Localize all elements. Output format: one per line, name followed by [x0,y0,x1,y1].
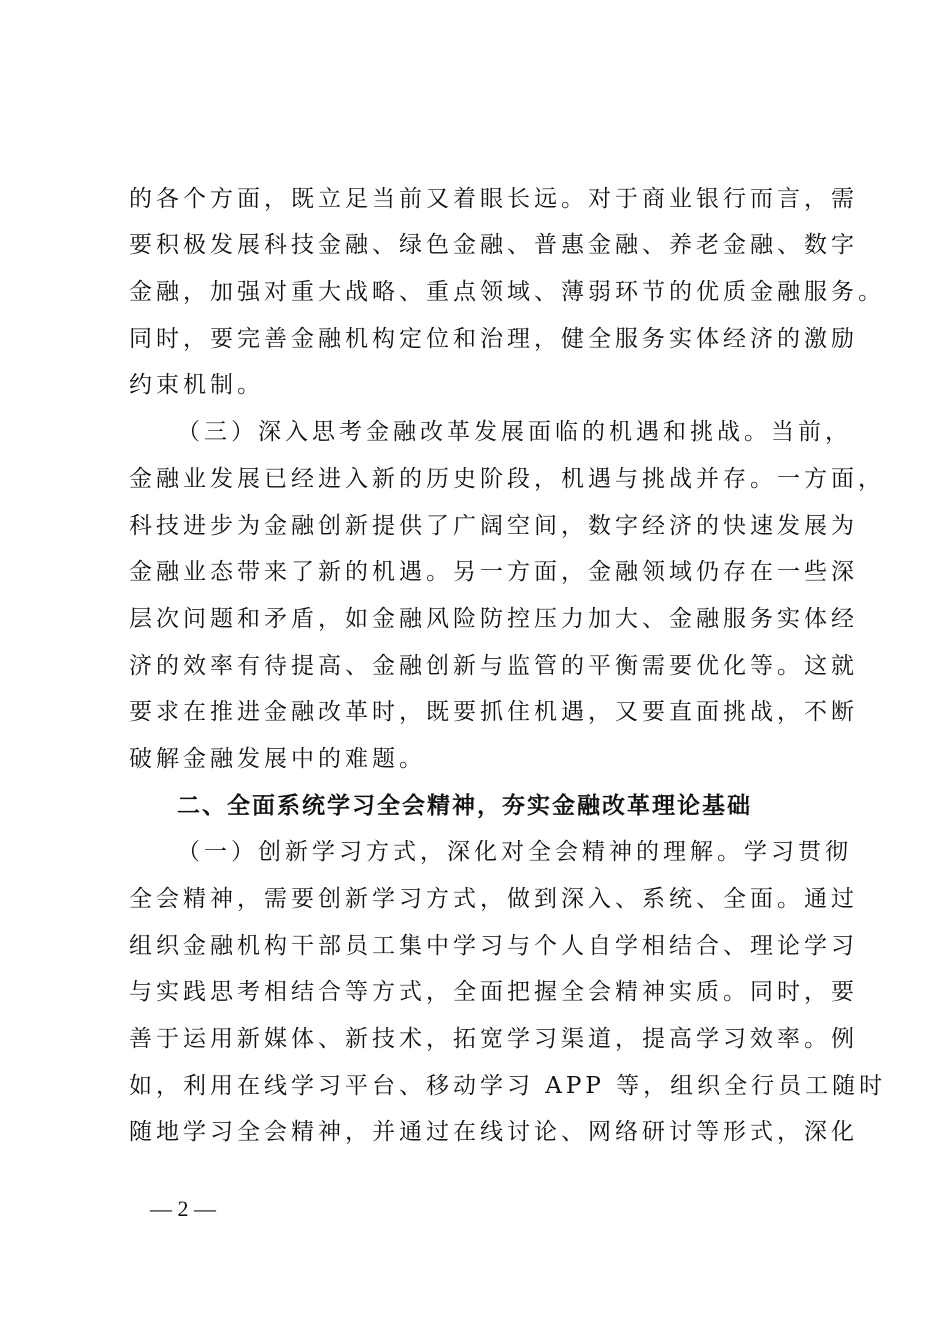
paragraph-line: 的各个方面，既立足当前又着眼长远。对于商业银行而言，需 [129,186,858,212]
paragraph-line: 金融业发展已经进入新的历史阶段，机遇与挑战并存。一方面， [129,466,885,492]
paragraph-line: 破解金融发展中的难题。 [129,746,426,772]
section-heading: 二、全面系统学习全会精神，夯实金融改革理论基础 [177,793,752,819]
paragraph-line: 组织金融机构干部员工集中学习与个人自学相结合、理论学习 [129,933,858,959]
paragraph-line: 随地学习全会精神，并通过在线讨论、网络研讨等形式，深化 [129,1119,858,1145]
paragraph-line: （一）创新学习方式，深化对全会精神的理解。学习贯彻 [177,839,852,865]
paragraph-line: 善于运用新媒体、新技术，拓宽学习渠道，提高学习效率。例 [129,1026,858,1052]
paragraph-line: 金融业态带来了新的机遇。另一方面，金融领域仍存在一些深 [129,559,858,585]
paragraph-line: 与实践思考相结合等方式，全面把握全会精神实质。同时，要 [129,979,858,1005]
paragraph-line: （三）深入思考金融改革发展面临的机遇和挑战。当前， [177,419,852,445]
page-number: — 2 — [150,1196,216,1221]
paragraph-line: 要求在推进金融改革时，既要抓住机遇，又要直面挑战，不断 [129,699,858,725]
paragraph-line: 全会精神，需要创新学习方式，做到深入、系统、全面。通过 [129,886,858,912]
paragraph-line: 科技进步为金融创新提供了广阔空间，数字经济的快速发展为 [129,513,858,539]
paragraph-line: 济的效率有待提高、金融创新与监管的平衡需要优化等。这就 [129,653,858,679]
paragraph-line: 要积极发展科技金融、绿色金融、普惠金融、养老金融、数字 [129,232,858,258]
paragraph-line: 同时，要完善金融机构定位和治理，健全服务实体经济的激励 [129,326,858,352]
paragraph-line: 约束机制。 [129,372,264,398]
paragraph-line: 金融，加强对重大战略、重点领域、薄弱环节的优质金融服务。 [129,279,885,305]
paragraph-line: 如，利用在线学习平台、移动学习 APP 等，组织全行员工随时 [129,1073,887,1099]
paragraph-line: 层次问题和矛盾，如金融风险防控压力加大、金融服务实体经 [129,606,858,632]
